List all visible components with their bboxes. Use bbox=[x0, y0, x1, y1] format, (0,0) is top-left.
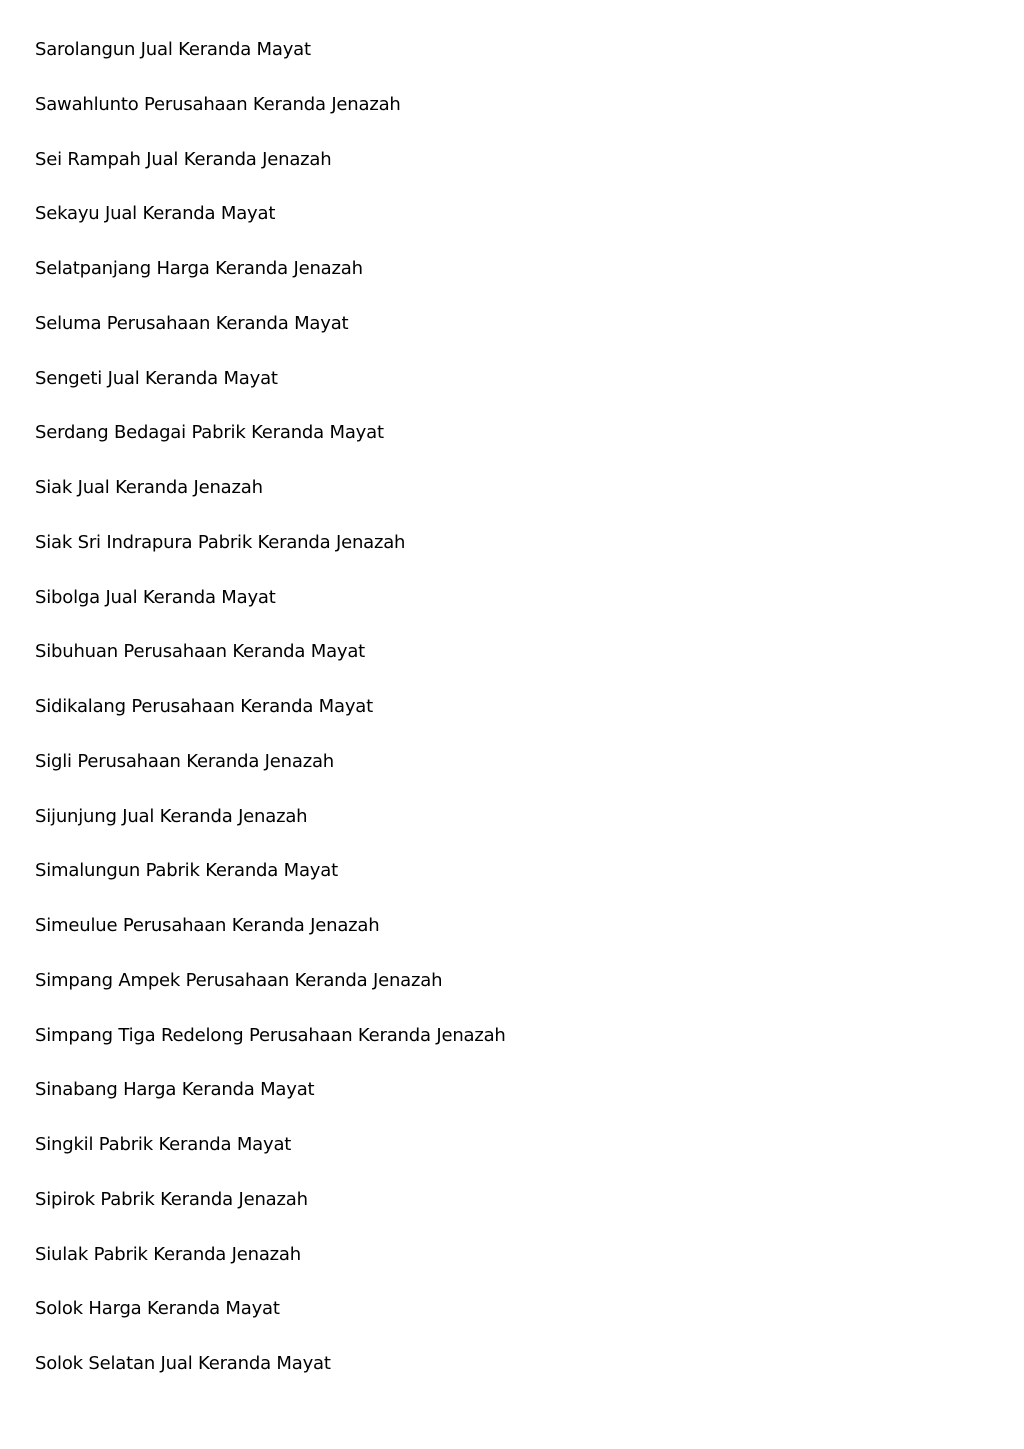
text-line: Siak Jual Keranda Jenazah bbox=[35, 477, 263, 498]
text-line: Serdang Bedagai Pabrik Keranda Mayat bbox=[35, 422, 384, 444]
text-line: Simeulue Perusahaan Keranda Jenazah bbox=[35, 915, 380, 936]
text-line: Simalungun Pabrik Keranda Mayat bbox=[35, 860, 338, 882]
text-line: Siak Sri Indrapura Pabrik Keranda Jenazah bbox=[35, 531, 406, 553]
text-line: Sidikalang Perusahaan Keranda Mayat bbox=[35, 696, 373, 717]
text-line: Sinabang Harga Keranda Mayat bbox=[35, 1079, 315, 1101]
text-list bbox=[35, 36, 506, 1405]
text-line: Sekayu Jual Keranda Mayat bbox=[35, 203, 276, 225]
text-line: Selatpanjang Harga Keranda Jenazah bbox=[35, 258, 363, 279]
text-line: Sei Rampah Jual Keranda Jenazah bbox=[35, 148, 332, 170]
text-line: Sarolangun Jual Keranda Mayat bbox=[35, 39, 311, 60]
text-line: Sengeti Jual Keranda Mayat bbox=[35, 367, 278, 389]
text-line: Solok Harga Keranda Mayat bbox=[35, 1298, 280, 1320]
text-line: Simpang Tiga Redelong Perusahaan Keranda Jenazah bbox=[35, 1024, 506, 1046]
text-line: Siulak Pabrik Keranda Jenazah bbox=[35, 1243, 301, 1265]
text-line: Sibolga Jual Keranda Mayat bbox=[35, 586, 276, 608]
text-line: Sipirok Pabrik Keranda Jenazah bbox=[35, 1188, 308, 1210]
text-line: Solok Selatan Jual Keranda Mayat bbox=[35, 1353, 331, 1374]
text-line: Sigli Perusahaan Keranda Jenazah bbox=[35, 750, 334, 772]
text-line: Sibuhuan Perusahaan Keranda Mayat bbox=[35, 641, 366, 663]
text-line: Seluma Perusahaan Keranda Mayat bbox=[35, 312, 349, 334]
text-line: Sijunjung Jual Keranda Jenazah bbox=[35, 805, 308, 827]
text-line: Singkil Pabrik Keranda Mayat bbox=[35, 1134, 292, 1155]
text-line: Simpang Ampek Perusahaan Keranda Jenazah bbox=[35, 969, 443, 991]
text-line: Sawahlunto Perusahaan Keranda Jenazah bbox=[35, 93, 401, 115]
